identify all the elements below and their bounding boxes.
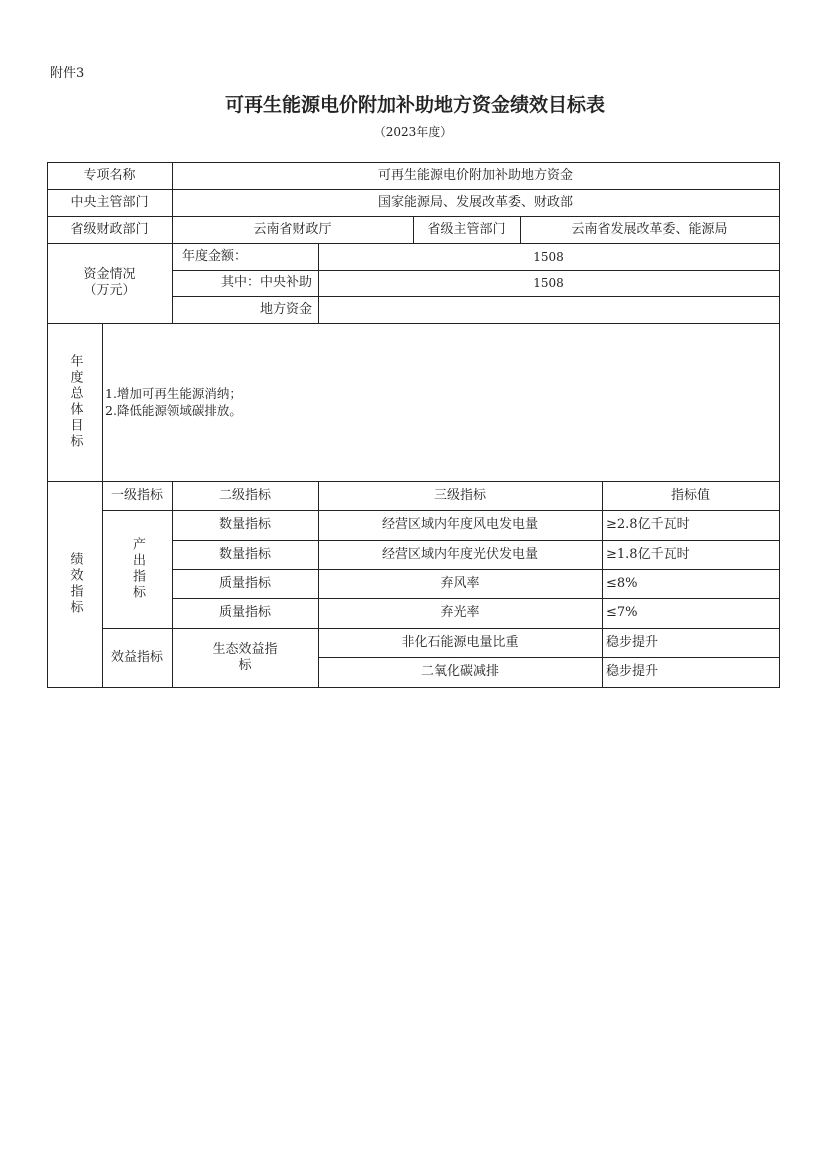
row-value: ≥1.8亿千瓦时 xyxy=(606,546,690,562)
annual-goal-content xyxy=(102,323,779,481)
row-level2: 质量指标 xyxy=(218,575,271,591)
header-level1: 一级指标 xyxy=(110,487,163,503)
prov-finance-value: 云南省财政厅 xyxy=(253,221,332,237)
central-dept-label: 中央主管部门 xyxy=(70,194,149,210)
annual-goal-label-text: 年度总体目标 xyxy=(67,354,83,450)
project-name-value: 可再生能源电价附加补助地方资金 xyxy=(377,167,573,183)
row-value: ≤8% xyxy=(606,575,638,591)
annual-amount-value: 1508 xyxy=(533,249,564,264)
output-indicator-text: 产出指标 xyxy=(130,537,145,601)
prov-dept-value: 云南省发展改革委、能源局 xyxy=(571,221,728,237)
row-value: 稳步提升 xyxy=(606,664,659,679)
goal-item: 2.降低能源领域碳排放。 xyxy=(105,403,242,418)
header-level2: 二级指标 xyxy=(218,487,271,503)
row-value: 稳步提升 xyxy=(606,634,659,650)
row-level2: 数量指标 xyxy=(218,517,271,532)
funds-label xyxy=(47,243,172,323)
row-level3: 弃风率 xyxy=(440,575,480,591)
central-dept-value: 国家能源局、发展改革委、财政部 xyxy=(377,194,573,210)
funds-label-text: 资金情况 xyxy=(83,267,136,282)
funds-unit: （万元） xyxy=(83,283,136,298)
row-level2: 数量指标 xyxy=(218,546,271,562)
local-funds-label: 地方资金 xyxy=(259,301,312,317)
row-level2: 质量指标 xyxy=(218,605,271,620)
page-subtitle: （2023年度） xyxy=(373,125,453,139)
row-value: ≤7% xyxy=(606,605,638,620)
page-title: 可再生能源电价附加补助地方资金绩效目标表 xyxy=(224,94,605,116)
local-funds-value xyxy=(318,296,779,323)
benefit-indicator-label: 效益指标 xyxy=(110,649,163,665)
prov-finance-label: 省级财政部门 xyxy=(70,221,149,237)
prov-dept-label: 省级主管部门 xyxy=(427,221,506,237)
eco-benefit-label: 生态效益指标 xyxy=(212,641,278,673)
indicators-label xyxy=(47,481,102,687)
header-level3: 三级指标 xyxy=(433,487,486,503)
annual-amount-label: 年度金额： xyxy=(182,248,248,264)
annual-goal-label xyxy=(47,323,102,481)
row-level3: 经营区域内年度风电发电量 xyxy=(381,517,538,532)
row-value: ≥2.8亿千瓦时 xyxy=(606,517,690,532)
row-level3: 二氧化碳减排 xyxy=(420,664,499,679)
header-value: 指标值 xyxy=(670,487,710,503)
central-subsidy-label: 其中：中央补助 xyxy=(220,275,312,290)
row-level3: 经营区域内年度光伏发电量 xyxy=(381,546,538,562)
row-level3: 弃光率 xyxy=(440,605,480,620)
central-subsidy-value: 1508 xyxy=(533,276,564,290)
attachment-label: 附件3 xyxy=(50,66,85,81)
project-name-label: 专项名称 xyxy=(83,167,136,183)
output-indicator-label xyxy=(102,510,172,628)
indicators-label-text: 绩效指标 xyxy=(67,552,83,616)
goal-item: 1.增加可再生能源消纳； xyxy=(105,386,242,401)
row-level3: 非化石能源电量比重 xyxy=(401,634,519,650)
